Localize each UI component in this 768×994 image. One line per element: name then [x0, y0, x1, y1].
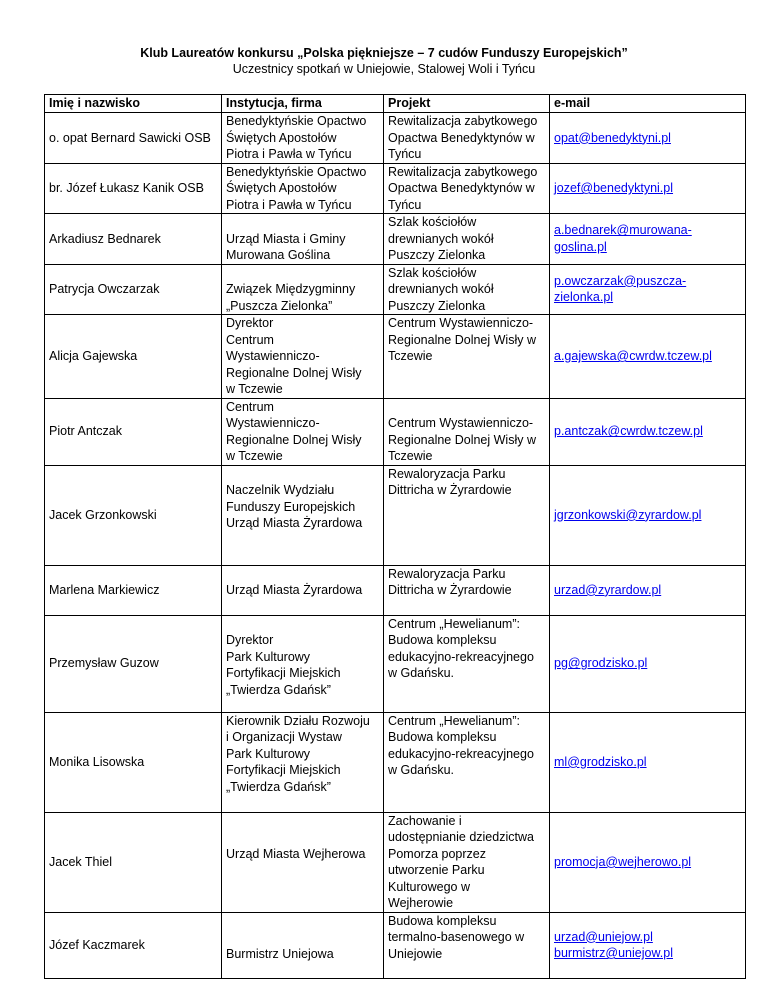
- header-institution: Instytucja, firma: [222, 95, 384, 113]
- cell-institution: Urząd Miasta i Gminy Murowana Goślina: [222, 214, 384, 265]
- cell-email: [550, 214, 746, 265]
- header-email: e-mail: [550, 95, 746, 113]
- cell-name: Jacek Grzonkowski: [45, 465, 222, 565]
- cell-name: Jacek Thiel: [45, 812, 222, 912]
- cell-email: [550, 465, 746, 565]
- cell-email: [550, 615, 746, 712]
- email-link[interactable]: p.owczarzak@puszcza- zielonka.pl: [554, 273, 687, 305]
- cell-name: Józef Kaczmarek: [45, 912, 222, 978]
- email-link[interactable]: jozef@benedyktyni.pl: [554, 181, 674, 195]
- table-row: [45, 264, 746, 315]
- cell-project: Rewaloryzacja Parku Dittricha w Żyrardowie: [384, 465, 550, 565]
- cell-name: Patrycja Owczarzak: [45, 264, 222, 315]
- cell-project: Centrum Wystawienniczo- Regionalne Dolnej Wisły w Tczewie: [384, 315, 550, 399]
- cell-email: [550, 264, 746, 315]
- cell-institution: Dyrektor Park Kulturowy Fortyfikacji Miejskich „Twierdza Gdańsk”: [222, 615, 384, 712]
- cell-institution: Burmistrz Uniejowa: [222, 912, 384, 978]
- table-row: [45, 565, 746, 615]
- cell-project: Rewaloryzacja Parku Dittricha w Żyrardowie: [384, 565, 550, 615]
- cell-institution: Benedyktyńskie Opactwo Świętych Apostołów Piotra i Pawła w Tyńcu: [222, 163, 384, 214]
- cell-email: [550, 812, 746, 912]
- email-link[interactable]: promocja@wejherowo.pl: [554, 854, 692, 869]
- table-header-row: [45, 95, 746, 113]
- cell-institution: Naczelnik Wydziału Funduszy Europejskich Urząd Miasta Żyrardowa: [222, 465, 384, 565]
- cell-institution: Urząd Miasta Wejherowa: [222, 812, 384, 912]
- cell-institution: Dyrektor Centrum Wystawienniczo- Regionalne Dolnej Wisły w Tczewie: [222, 315, 384, 399]
- email-link[interactable]: opat@benedyktyni.pl: [554, 130, 671, 145]
- cell-name: Arkadiusz Bednarek: [45, 214, 222, 265]
- cell-name: Przemysław Guzow: [45, 615, 222, 712]
- email-link[interactable]: pg@grodzisko.pl: [554, 656, 648, 671]
- email-link[interactable]: ml@grodzisko.pl: [554, 754, 647, 769]
- email-link[interactable]: jgrzonkowski@zyrardow.pl: [554, 507, 702, 522]
- cell-email: [550, 712, 746, 812]
- document-subtitle: Uczestnicy spotkań w Uniejowie, Stalowej Woli i Tyńcu: [232, 62, 536, 76]
- cell-email: [550, 912, 746, 978]
- cell-email: [550, 565, 746, 615]
- cell-institution: Centrum Wystawienniczo- Regionalne Dolnej Wisły w Tczewie: [222, 398, 384, 465]
- table-row: [45, 615, 746, 712]
- cell-name: Piotr Antczak: [45, 398, 222, 465]
- cell-project: Zachowanie i udostępnianie dziedzictwa Pomorza poprzez utworzenie Parku Kulturowego w Wejherowie: [384, 812, 550, 912]
- cell-email: [550, 398, 746, 465]
- cell-email: [550, 113, 746, 164]
- cell-institution: Kierownik Działu Rozwoju i Organizacji Wystaw Park Kulturowy Fortyfikacji Miejskich „Twierdza Gdańsk”: [222, 712, 384, 812]
- cell-institution: Benedyktyńskie Opactwo Świętych Apostołów Piotra i Pawła w Tyńcu: [222, 113, 384, 164]
- email-link[interactable]: a.bednarek@murowana- goslina.pl: [554, 223, 692, 254]
- cell-project: Rewitalizacja zabytkowego Opactwa Benedyktynów w Tyńcu: [384, 113, 550, 164]
- cell-name: Monika Lisowska: [45, 712, 222, 812]
- document-title: Klub Laureatów konkursu „Polska piękniejsze – 7 cudów Funduszy Europejskich”: [140, 46, 628, 60]
- cell-project: Budowa kompleksu termalno-basenowego w Uniejowie: [384, 912, 550, 978]
- table-row: [45, 315, 746, 399]
- cell-name: br. Józef Łukasz Kanik OSB: [45, 163, 222, 214]
- cell-name: Alicja Gajewska: [45, 315, 222, 399]
- table-row: [45, 812, 746, 912]
- table-row: [45, 113, 746, 164]
- cell-project: Rewitalizacja zabytkowego Opactwa Benedyktynów w Tyńcu: [384, 163, 550, 214]
- cell-project: Centrum „Hewelianum”: Budowa kompleksu edukacyjno-rekreacyjnego w Gdańsku.: [384, 712, 550, 812]
- email-link[interactable]: a.gajewska@cwrdw.tczew.pl: [554, 349, 712, 363]
- header-project: Projekt: [384, 95, 550, 113]
- table-row: [45, 912, 746, 978]
- table-row: [45, 398, 746, 465]
- cell-project: Centrum „Hewelianum”: Budowa kompleksu edukacyjno-rekreacyjnego w Gdańsku.: [384, 615, 550, 712]
- cell-name: o. opat Bernard Sawicki OSB: [45, 113, 222, 164]
- table-row: [45, 465, 746, 565]
- cell-institution: Urząd Miasta Żyrardowa: [222, 565, 384, 615]
- email-link[interactable]: urzad@uniejow.pl burmistrz@uniejow.pl: [554, 929, 673, 960]
- table-row: [45, 214, 746, 265]
- email-link[interactable]: urzad@zyrardow.pl: [554, 582, 662, 597]
- cell-project: Szlak kościołów drewnianych wokół Puszczy Zielonka: [384, 214, 550, 265]
- participants-table: [44, 94, 746, 979]
- header-name: Imię i nazwisko: [45, 95, 222, 113]
- cell-email: [550, 315, 746, 399]
- email-link[interactable]: p.antczak@cwrdw.tczew.pl: [554, 424, 703, 439]
- table-row: [45, 712, 746, 812]
- cell-name: Marlena Markiewicz: [45, 565, 222, 615]
- cell-project: Szlak kościołów drewnianych wokół Puszczy Zielonka: [384, 264, 550, 315]
- cell-project: Centrum Wystawienniczo- Regionalne Dolnej Wisły w Tczewie: [384, 398, 550, 465]
- cell-email: [550, 163, 746, 214]
- table-row: [45, 163, 746, 214]
- cell-institution: Związek Międzygminny „Puszcza Zielonka”: [222, 264, 384, 315]
